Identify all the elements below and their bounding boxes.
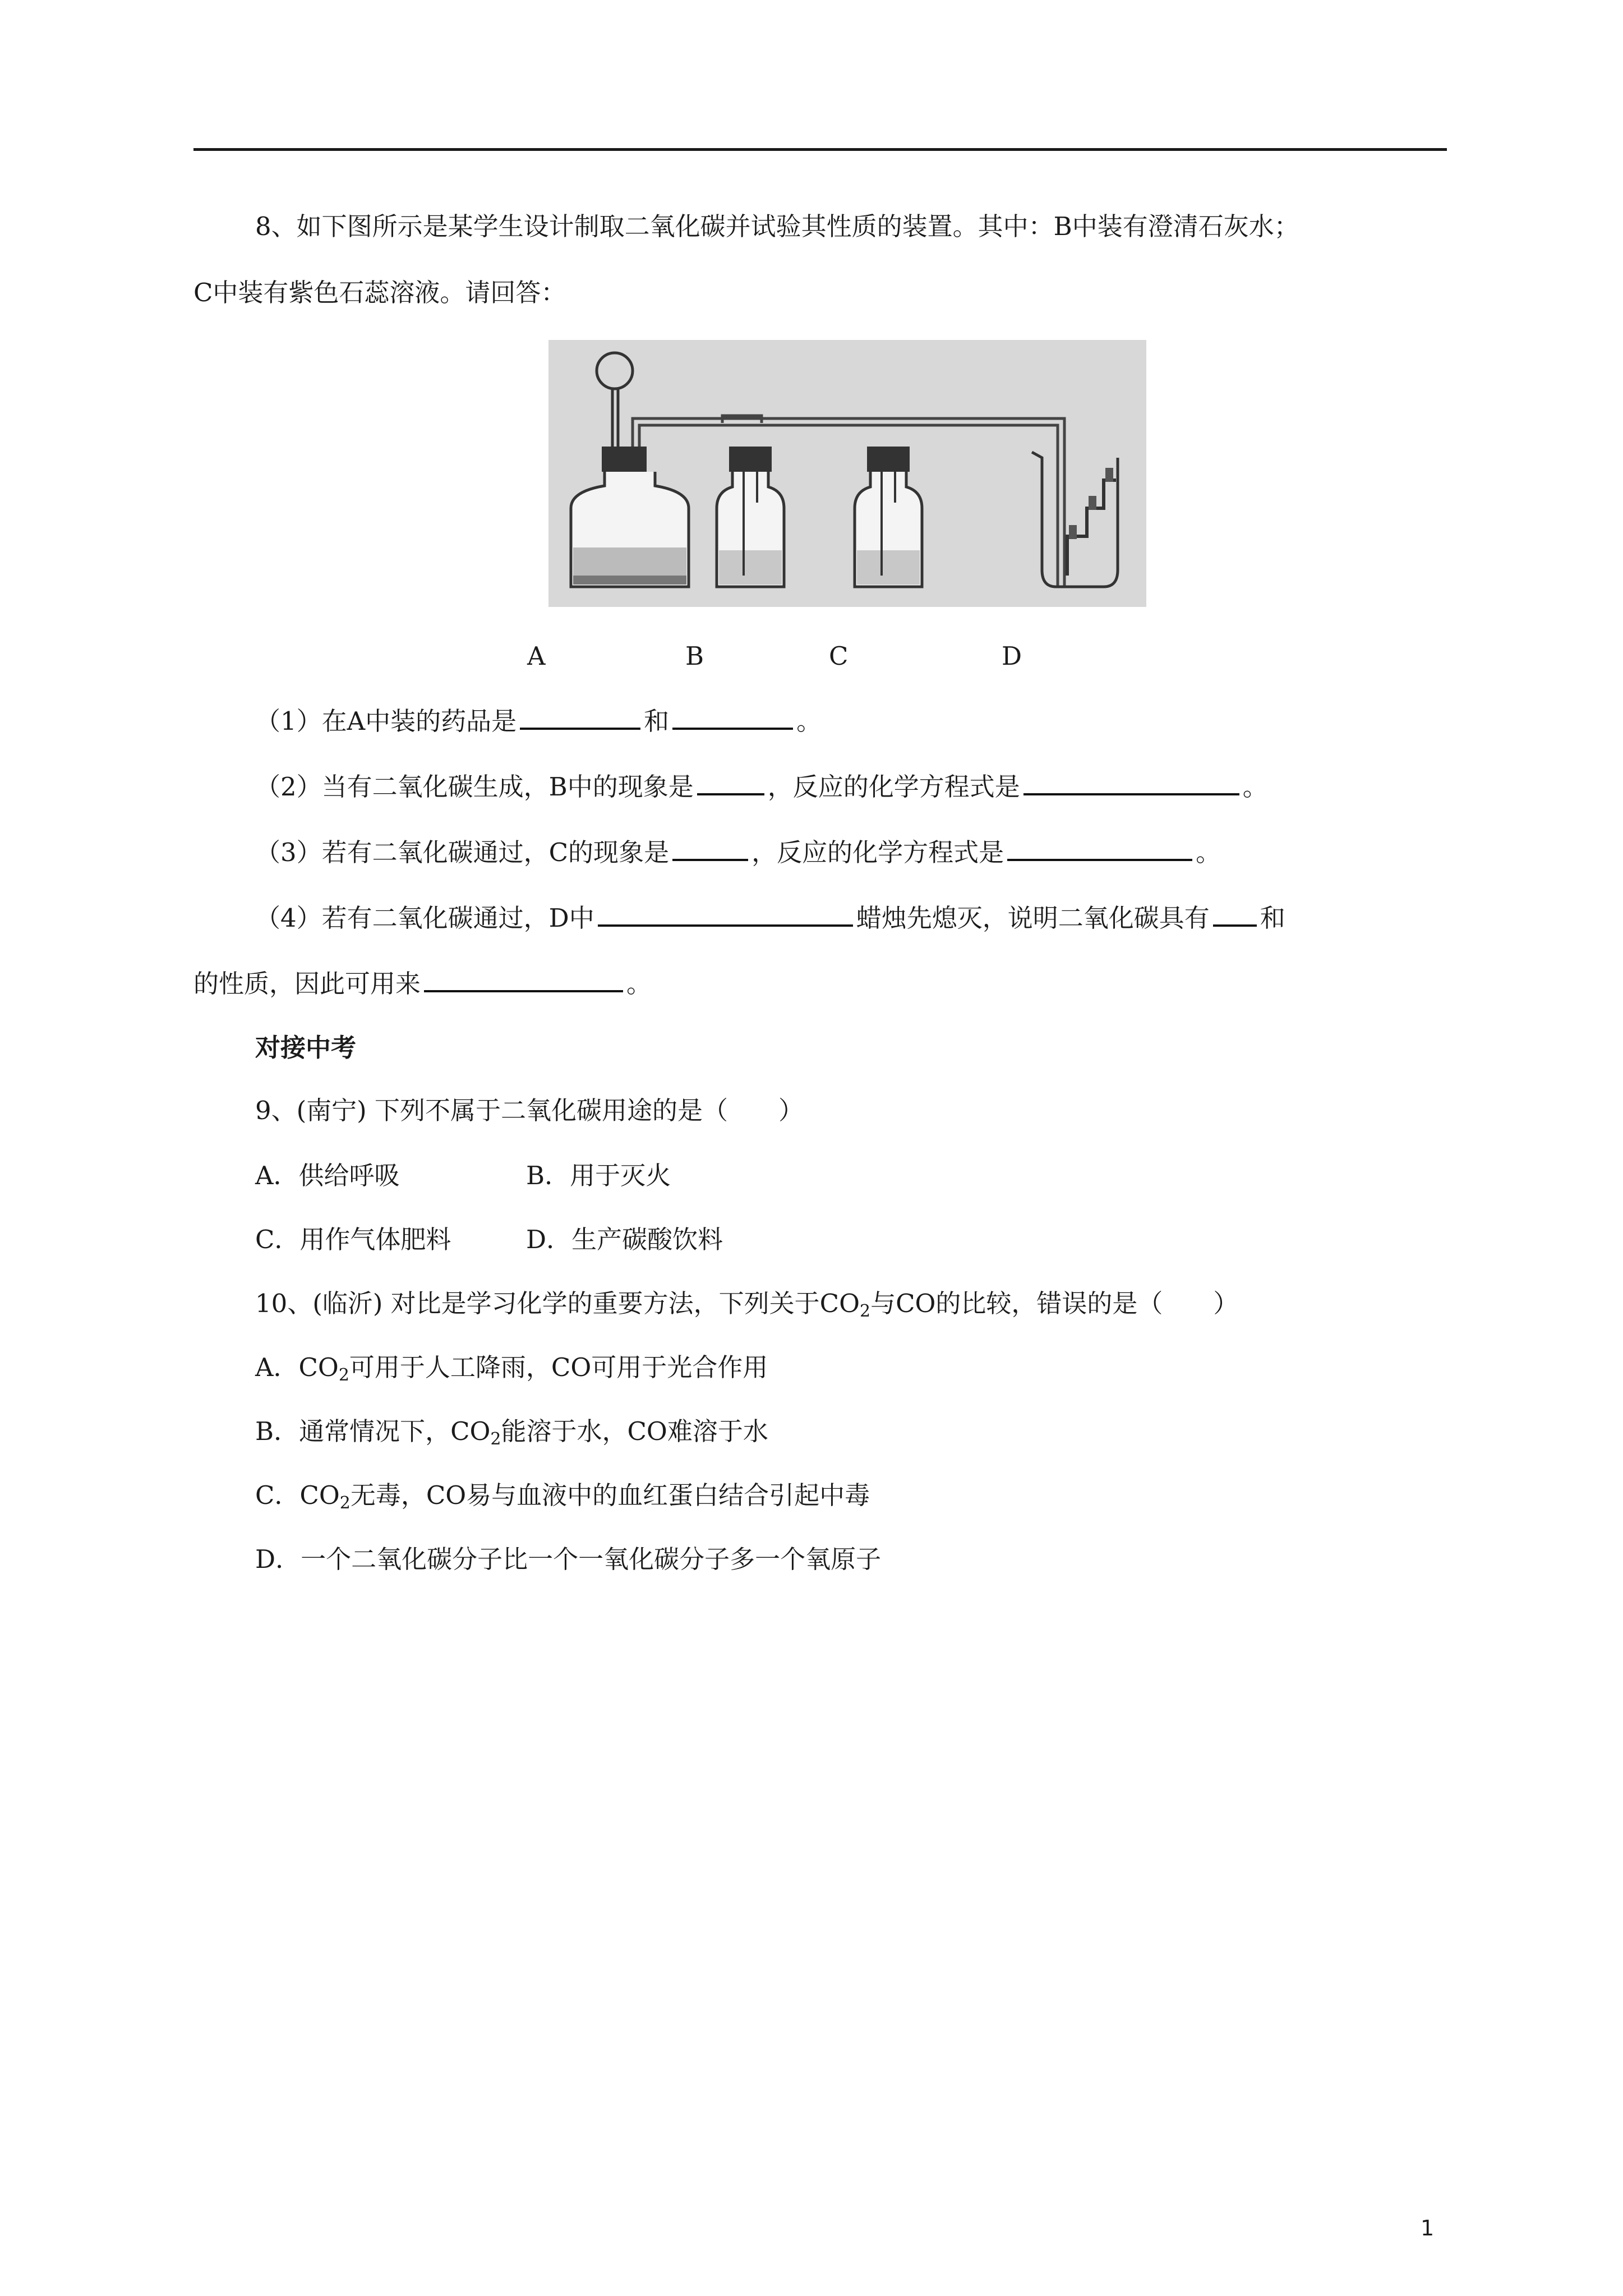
q8-part1	[255, 705, 822, 738]
q8-stem-line2: C中装有紫色石蕊溶液。请回答：	[193, 278, 566, 307]
q8-part2-mid: ，反应的化学方程式是	[767, 772, 1020, 802]
answer-blank[interactable]	[697, 771, 764, 795]
q8-part1-and: 和	[644, 706, 670, 736]
answer-blank[interactable]	[598, 902, 853, 927]
q8-part4-end: 和	[1260, 903, 1285, 933]
q10-option-b-pre: B．通常情况下，CO	[255, 1416, 491, 1446]
subscript: 2	[490, 1429, 501, 1449]
q10-option-d: D．一个二氧化碳分子比一个一氧化碳分子多一个氧原子	[255, 1544, 882, 1574]
answer-blank[interactable]	[672, 836, 748, 861]
q10-option-a-pre: A．CO	[255, 1352, 339, 1382]
answer-blank[interactable]	[672, 705, 793, 730]
q8-part2	[255, 770, 1268, 804]
answer-blank[interactable]	[1007, 836, 1192, 861]
q8-part1-text: （1）在A中装的药品是	[255, 706, 517, 736]
figure-label-b: B	[685, 641, 704, 671]
figure-label-c: C	[829, 641, 849, 671]
q10-stem-text: 10、(临沂) 对比是学习化学的重要方法，下列关于CO	[255, 1289, 860, 1318]
q10-option-b	[255, 1415, 768, 1456]
answer-blank[interactable]	[424, 968, 623, 992]
q8-part3	[255, 836, 1221, 869]
header-rule	[193, 148, 1447, 151]
answer-blank[interactable]	[1213, 902, 1257, 927]
q9-option-a: A．供给呼吸	[255, 1161, 400, 1190]
q8-part3-text: （3）若有二氧化碳通过，C的现象是	[255, 838, 670, 867]
q10-option-c-post: 无毒，CO易与血液中的血红蛋白结合引起中毒	[350, 1480, 870, 1510]
q10-option-a-post: 可用于人工降雨，CO可用于光合作用	[349, 1352, 768, 1382]
q10-option-c	[255, 1479, 870, 1520]
q8-part3-mid: ，反应的化学方程式是	[751, 838, 1004, 867]
q8-part4-mid: 蜡烛先熄灭，说明二氧化碳具有	[856, 903, 1210, 933]
q8-part2-text: （2）当有二氧化碳生成，B中的现象是	[255, 772, 694, 802]
figure-label-a: A	[527, 641, 546, 671]
q10-option-a	[255, 1351, 768, 1392]
q8-part2-end: 。	[1242, 772, 1268, 802]
subscript: 2	[860, 1301, 871, 1321]
q8-part1-end: 。	[796, 706, 822, 736]
q10-option-c-pre: C．CO	[255, 1480, 340, 1510]
q8-part4-cont	[193, 967, 652, 1001]
q8-part3-end: 。	[1196, 838, 1221, 867]
q9-option-c: C．用作气体肥料	[255, 1225, 451, 1254]
subscript: 2	[338, 1365, 349, 1385]
q8-part5-end: 。	[626, 969, 652, 999]
q9-stem: 9、(南宁) 下列不属于二氧化碳用途的是（ ）	[255, 1096, 804, 1125]
q10-stem	[255, 1287, 1238, 1328]
q8-part4	[255, 901, 1285, 935]
answer-blank[interactable]	[1023, 771, 1239, 795]
q8-part4-text: （4）若有二氧化碳通过，D中	[255, 903, 594, 933]
apparatus-figure	[548, 340, 1146, 607]
subscript: 2	[339, 1493, 351, 1513]
q10-option-b-post: 能溶于水，CO难溶于水	[501, 1416, 768, 1446]
figure-label-d: D	[1002, 641, 1022, 671]
answer-blank[interactable]	[520, 705, 640, 730]
q9-option-b: B．用于灭火	[526, 1161, 671, 1190]
q8-part5-text: 的性质，因此可用来	[193, 969, 421, 999]
q9-option-d: D．生产碳酸饮料	[526, 1225, 723, 1254]
q10-stem-text-end: 与CO的比较，错误的是（ ）	[870, 1289, 1239, 1318]
q8-stem-line1: 8、如下图所示是某学生设计制取二氧化碳并试验其性质的装置。其中：B中装有澄清石灰水；	[255, 211, 1299, 241]
page-number: 1	[1421, 2216, 1435, 2240]
section-title: 对接中考	[255, 1033, 357, 1062]
